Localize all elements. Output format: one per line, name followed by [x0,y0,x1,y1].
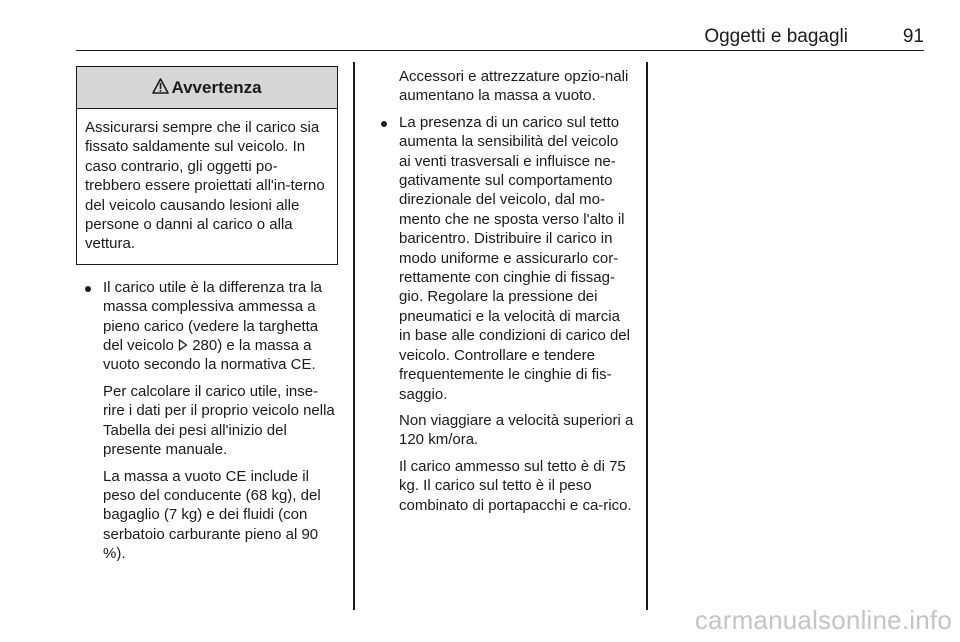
bullet-icon [381,121,387,127]
column-left [76,62,339,564]
reference-page: 280 [192,337,218,355]
bullet-text-end: ) e la massa a vuoto secondo la normativa CE. [103,337,316,374]
warning-title: Avvertenza [171,77,262,97]
column-divider-left [353,62,355,610]
section-title: Oggetti e bagagli [704,26,848,47]
paragraph-calc: Per calcolare il carico utile, inse-rire i dati per il proprio veicolo nella Tabella dei pesi all'inizio del presente manuale. [103,382,335,459]
bullet-icon [85,286,91,292]
list-item [372,113,634,404]
roof-load-text: La presenza di un carico sul tetto aumenta la sensibilità del veicolo ai venti trasversali e influisce ne-gativamente sul comportamento direzionale del veicolo, dal mo-mento che ne sposta verso l'alto il baricentro. Distribuire il carico in modo uniforme e assicurarlo cor-rettamente con cinghie di fissag-gio. Regolare la pressione dei pneumatici e la velocità di marcia in base alle condizioni di carico del veicolo. Controllare e tendere frequentemente le cinghie di fis-saggio. [399,113,630,403]
page-number: 91 [902,26,924,47]
column-middle [372,62,634,515]
list-item [76,278,339,375]
column-divider-right [646,62,648,610]
warning-triangle-icon [152,78,169,98]
watermark: carmanualsonline.info [694,605,952,635]
paragraph-speed: Non viaggiare a velocità superiori a 120 km/ora. [399,411,634,449]
warning-text: Assicurarsi sempre che il carico sia fissato saldamente sul veicolo. In caso contrario, gli oggetti po-trebbero essere proiettati all'in-terno del veicolo causando lesioni alle persone o danni al carico o alla vettura. [85,119,325,253]
page-header [76,24,924,51]
paragraph-mass: La massa a vuoto CE include il peso del conducente (68 kg), del bagaglio (7 kg) e dei fluidi (con serbatoio carburante pieno al 90 %). [103,467,321,563]
warning-box [76,66,338,265]
bullet-text-start: Il carico utile è la differenza tra la massa complessiva ammessa a pieno carico (vedere la targhetta del veicolo [103,278,323,355]
warning-header [77,67,337,109]
reference-arrow-icon [178,337,188,349]
paragraph-accessories: Accessori e attrezzature opzio-nali aumentano la massa a vuoto. [399,68,629,105]
paragraph-roof-limit: Il carico ammesso sul tetto è di 75 kg. Il carico sul tetto è il peso combinato di portapacchi e ca-rico. [399,457,632,514]
